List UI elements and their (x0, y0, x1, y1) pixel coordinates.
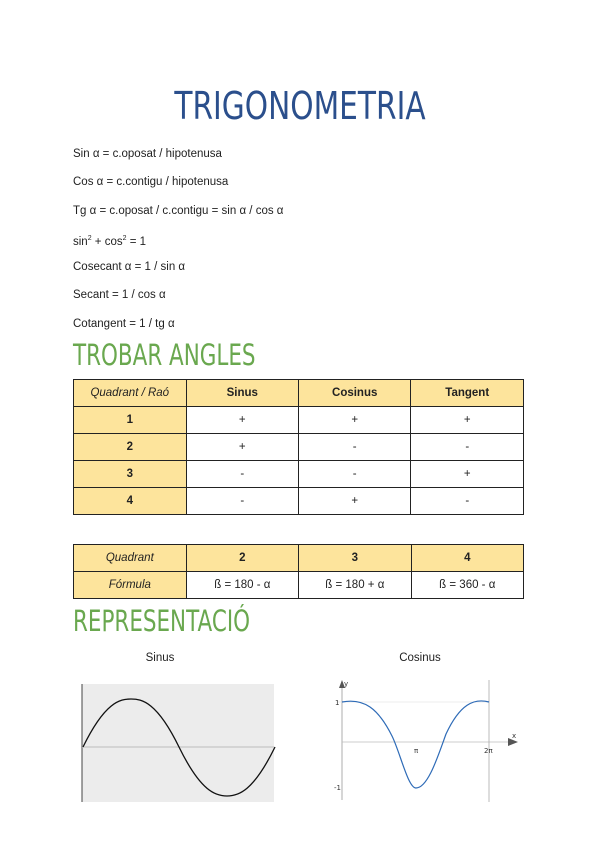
sign-table (73, 379, 524, 515)
table-row (74, 407, 524, 434)
table-cell: 4 (74, 488, 187, 515)
table-row (74, 545, 524, 572)
sine-graph (80, 682, 276, 804)
table-header: 2 (186, 545, 298, 572)
cosine-label-max: 1 (335, 699, 340, 707)
table-cell: ß = 180 + α (299, 572, 411, 599)
table-cell: + (298, 407, 411, 434)
page-title: TRIGONOMETRIA (174, 84, 426, 128)
cosine-x-label: x (512, 732, 517, 740)
table-header: 3 (299, 545, 411, 572)
formula-cosecant: Cosecant α = 1 / sin α (73, 261, 186, 274)
table-cell: - (298, 434, 411, 461)
table-cell: 2 (74, 434, 187, 461)
table-header: Quadrant / Raó (74, 380, 187, 407)
section-heading-angles: TROBAR ANGLES (73, 338, 256, 372)
table-header: Sinus (186, 380, 298, 407)
cosine-label-min: -1 (334, 784, 341, 792)
formula-cos: Cos α = c.contigu / hipotenusa (73, 176, 229, 189)
table-row (74, 572, 524, 599)
table-header: Quadrant (74, 545, 187, 572)
formula-secant: Secant = 1 / cos α (73, 289, 166, 302)
formula-tg: Tg α = c.oposat / c.contigu = sin α / cos α (73, 204, 284, 217)
cosine-label-2pi: 2π (484, 747, 493, 755)
table-cell: - (186, 461, 298, 488)
table-cell: + (298, 488, 411, 515)
table-row (74, 380, 524, 407)
table-row (74, 434, 524, 461)
table-cell: 1 (74, 407, 187, 434)
table-cell: - (186, 488, 298, 515)
formula-table (73, 544, 524, 599)
formula-cotangent: Cotangent = 1 / tg α (73, 317, 175, 330)
cosine-label-pi: π (414, 747, 419, 755)
table-cell: ß = 180 - α (186, 572, 298, 599)
cosine-y-label: y (344, 680, 349, 688)
table-cell: ß = 360 - α (411, 572, 523, 599)
table-cell: + (411, 407, 524, 434)
section-heading-representation: REPRESENTACIÓ (73, 604, 251, 638)
table-cell: + (186, 434, 298, 461)
cosine-curve (342, 701, 489, 788)
table-cell: + (186, 407, 298, 434)
table-header: 4 (411, 545, 523, 572)
table-header: Tangent (411, 380, 524, 407)
table-cell: - (411, 488, 524, 515)
table-row (74, 488, 524, 515)
sine-graph-background (82, 684, 274, 802)
formula-list (73, 146, 283, 344)
table-cell: 3 (74, 461, 187, 488)
sine-caption: Sinus (145, 652, 175, 664)
table-header: Cosinus (298, 380, 411, 407)
table-cell: - (411, 434, 524, 461)
formula-sin: Sin α = c.oposat / hipotenusa (73, 148, 222, 160)
table-cell: Fórmula (74, 572, 187, 599)
cosine-caption: Cosinus (399, 652, 441, 664)
cosine-graph (334, 676, 524, 806)
formula-identity: $\sin^2 + \cos^2 = 1$ (73, 234, 147, 248)
table-cell: - (298, 461, 411, 488)
table-cell: + (411, 461, 524, 488)
table-row (74, 461, 524, 488)
